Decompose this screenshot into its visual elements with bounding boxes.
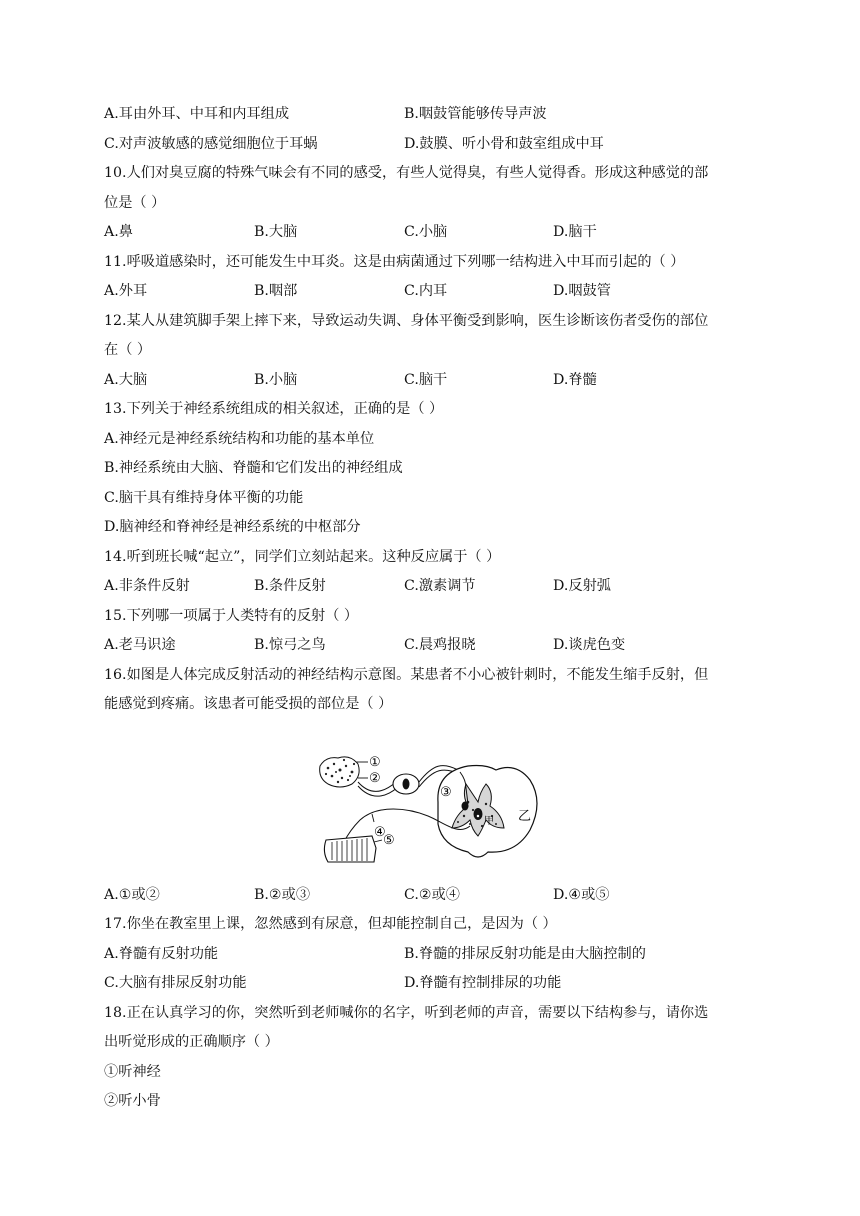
- q12-stem-line1: 12.某人从建筑脚手架上摔下来，导致运动失调、身体平衡受到影响，医生诊断该伤者受伤的部位: [104, 313, 709, 329]
- q16-option-b: B.②或③: [254, 887, 311, 903]
- q9-option-c: C.对声波敏感的感觉细胞位于耳蜗: [104, 136, 318, 152]
- figure-label-jia: 甲: [484, 816, 494, 827]
- q13-option-b: B.神经系统由大脑、脊髓和它们发出的神经组成: [104, 460, 403, 476]
- q13-option-d: D.脑神经和脊神经是神经系统的中枢部分: [104, 519, 361, 535]
- q10-option-a: A.鼻: [104, 224, 133, 240]
- q17-option-a: A.脊髓有反射功能: [104, 946, 219, 962]
- q17-stem: 17.你坐在教室里上课，忽然感到有尿意，但却能控制自己，是因为（ ）: [104, 916, 557, 932]
- q9-option-a: A.耳由外耳、中耳和内耳组成: [104, 106, 290, 122]
- q14-option-b: B.条件反射: [254, 578, 326, 594]
- q13-option-c: C.脑干具有维持身体平衡的功能: [104, 490, 304, 506]
- q16-stem-line2: 能感觉到疼痛。该患者可能受损的部位是（ ）: [104, 696, 393, 712]
- q9-option-b: B.咽鼓管能够传导声波: [404, 106, 547, 122]
- q13-option-a: A.神经元是神经系统结构和功能的基本单位: [104, 431, 375, 447]
- q10-option-d: D.脑干: [553, 224, 597, 240]
- q12-option-a: A.大脑: [104, 372, 148, 388]
- q14-stem: 14.听到班长喊“起立”，同学们立刻站起来。这种反应属于（ ）: [104, 549, 501, 565]
- q17-option-c: C.大脑有排尿反射功能: [104, 975, 247, 991]
- q11-option-b: B.咽部: [254, 283, 298, 299]
- figure-label-yi: 乙: [518, 809, 532, 824]
- q10-stem-line1: 10.人们对臭豆腐的特殊气味会有不同的感受，有些人觉得臭，有些人觉得香。形成这种感觉的部: [104, 165, 709, 181]
- q14-option-c: C.激素调节: [404, 578, 476, 594]
- q18-stem-line2: 出听觉形成的正确顺序（ ）: [104, 1034, 279, 1050]
- q16-option-a: A.①或②: [104, 887, 160, 903]
- q11-option-d: D.咽鼓管: [553, 283, 611, 299]
- figure-label-4: ④: [374, 825, 386, 840]
- q12-option-c: C.脑干: [404, 372, 448, 388]
- q10-option-c: C.小脑: [404, 224, 448, 240]
- q13-stem: 13.下列关于神经系统组成的相关叙述，正确的是（ ）: [104, 401, 444, 417]
- q15-option-b: B.惊弓之鸟: [254, 637, 326, 653]
- q16-option-d: D.④或⑤: [553, 887, 610, 903]
- figure-label-3: ③: [440, 785, 452, 800]
- q15-option-a: A.老马识途: [104, 637, 176, 653]
- figure-label-5: ⑤: [383, 833, 395, 848]
- q10-stem-line2: 位是（ ）: [104, 195, 166, 211]
- q15-stem: 15.下列哪一项属于人类特有的反射（ ）: [104, 608, 359, 624]
- q18-item-1: ①听神经: [104, 1064, 161, 1080]
- q18-item-2: ②听小骨: [104, 1093, 161, 1109]
- q16-option-c: C.②或④: [404, 887, 460, 903]
- figure-label-1: ①: [369, 755, 381, 770]
- q15-option-c: C.晨鸡报晓: [404, 637, 476, 653]
- q10-option-b: B.大脑: [254, 224, 298, 240]
- q17-option-b: B.脊髓的排尿反射功能是由大脑控制的: [404, 946, 646, 962]
- q9-option-d: D.鼓膜、听小骨和鼓室组成中耳: [404, 136, 604, 152]
- q16-stem-line1: 16.如图是人体完成反射活动的神经结构示意图。某患者不小心被针刺时，不能发生缩手反射，但: [104, 667, 709, 683]
- q12-option-d: D.脊髓: [553, 372, 597, 388]
- q11-stem: 11.呼吸道感染时，还可能发生中耳炎。这是由病菌通过下列哪一结构进入中耳而引起的（ ）: [104, 254, 685, 270]
- q12-stem-line2: 在（ ）: [104, 342, 152, 358]
- figure-label-2: ②: [369, 771, 381, 786]
- q14-option-d: D.反射弧: [553, 578, 611, 594]
- reflex-arc-figure: [318, 744, 548, 869]
- q12-option-b: B.小脑: [254, 372, 298, 388]
- q18-stem-line1: 18.正在认真学习的你，突然听到老师喊你的名字，听到老师的声音，需要以下结构参与，请你选: [104, 1005, 709, 1021]
- q17-option-d: D.脊髓有控制排尿的功能: [404, 975, 562, 991]
- q11-option-a: A.外耳: [104, 283, 148, 299]
- q14-option-a: A.非条件反射: [104, 578, 190, 594]
- q15-option-d: D.谈虎色变: [553, 637, 626, 653]
- q11-option-c: C.内耳: [404, 283, 448, 299]
